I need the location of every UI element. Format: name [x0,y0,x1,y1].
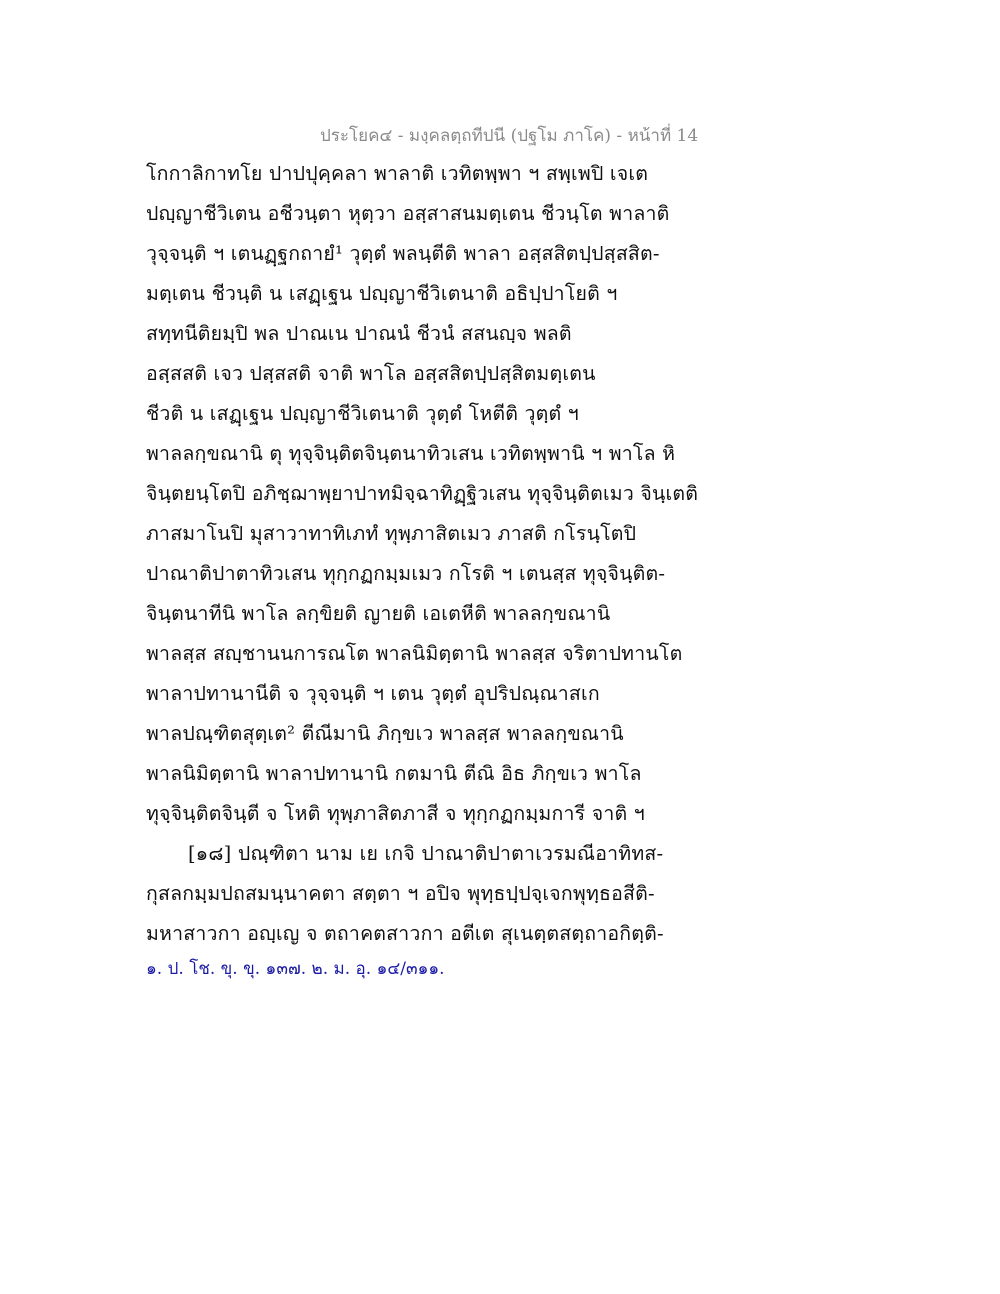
text-line: วุจฺจนฺติ ฯ เตนฏฺฐกถายํ¹ วุตฺตํ พลนฺตีติ พาลา อสฺสสิตปฺปสฺสสิต- [146,242,660,265]
text-line: จินฺตนาทีนิ พาโล ลกฺขิยติ ญายติ เอเตหีติ พาลลกฺขณานิ [146,602,611,625]
text-line: สทฺทนีติยมฺปิ พล ปาณเน ปาณนํ ชีวนํ สสนญฺจ พลติ [146,322,572,345]
text-line: ทุจฺจินฺติตจินฺตี จ โหติ ทุพฺภาสิตภาสี จ ทุกฺกฏกมฺมการี จาติ ฯ [146,802,645,825]
text-line: ชีวติ น เสฏฺเฐน ปญฺญาชีวิเตนาติ วุตฺตํ โหตีติ วุตฺตํ ฯ [146,402,579,425]
running-header: ประโยค๔ - มงฺคลตฺถทีปนี (ปฐโม ภาโค) - หน้าที่ 14 [320,126,699,146]
text-line: ปาณาติปาตาทิวเสน ทุกฺกฏกมฺมเมว กโรติ ฯ เตนสฺส ทุจฺจินฺติต- [146,562,666,585]
text-line: พาลนิมิตฺตานิ พาลาปทานานิ กตมานิ ตีณิ อิธ ภิกฺขเว พาโล [146,762,642,785]
text-line: พาลาปทานานีติ จ วุจฺจนฺติ ฯ เตน วุตฺตํ อุปริปณฺณาสเก [146,682,600,705]
text-line: โกกาลิกาทโย ปาปปุคฺคลา พาลาติ เวทิตพฺพา ฯ สพฺเพปิ เจเต [146,162,649,185]
text-line: พาลลกฺขณานิ ตุ ทุจฺจินฺติตจินฺตนาทิวเสน เวทิตพฺพานิ ฯ พาโล หิ [146,442,676,465]
text-line: มตฺเตน ชีวนฺติ น เสฏฺเฐน ปญฺญาชีวิเตนาติ อธิปฺปาโยติ ฯ [146,282,618,305]
text-line: จินฺตยนฺโตปิ อภิชฺฌาพฺยาปาทมิจฺฉาทิฏฺฐิวเสน ทุจฺจินฺติตเมว จินฺเตติ [146,482,699,505]
footnote: ๑. ป. โช. ขุ. ขุ. ๑๓๗. ๒. ม. อุ. ๑๔/๓๑๑. [146,959,445,979]
text-line: มหาสาวกา อญฺเญ จ ตถาคตสาวกา อตีเต สุเนตฺตสตฺถาอกิตฺติ- [146,922,664,945]
paragraph-start-line: [๑๘] ปณฺฑิตา นาม เย เกจิ ปาณาติปาตาเวรมณีอาทิทส- [188,842,664,865]
text-line: พาลปณฺฑิตสุตฺเต² ตีณีมานิ ภิกฺขเว พาลสฺส พาลลกฺขณานิ [146,722,624,745]
text-line: ปญฺญาชีวิเตน อชีวนฺตา หุตฺวา อสฺสาสนมตฺเตน ชีวนฺโต พาลาติ [146,202,670,225]
text-line: กุสลกมฺมปถสมนฺนาคตา สตฺตา ฯ อปิจ พุทฺธปฺปจฺเจกพุทฺธอสีติ- [146,882,655,905]
body-text [146,158,706,958]
text-line: อสฺสสติ เจว ปสฺสสติ จาติ พาโล อสฺสสิตปฺปสฺสิตมตฺเตน [146,362,596,385]
text-line: ภาสมาโนปิ มุสาวาทาทิเภทํ ทุพฺภาสิตเมว ภาสติ กโรนฺโตปิ [146,522,637,545]
text-line: พาลสฺส สญฺชานนการณโต พาลนิมิตฺตานิ พาลสฺส จริตาปทานโต [146,642,683,665]
